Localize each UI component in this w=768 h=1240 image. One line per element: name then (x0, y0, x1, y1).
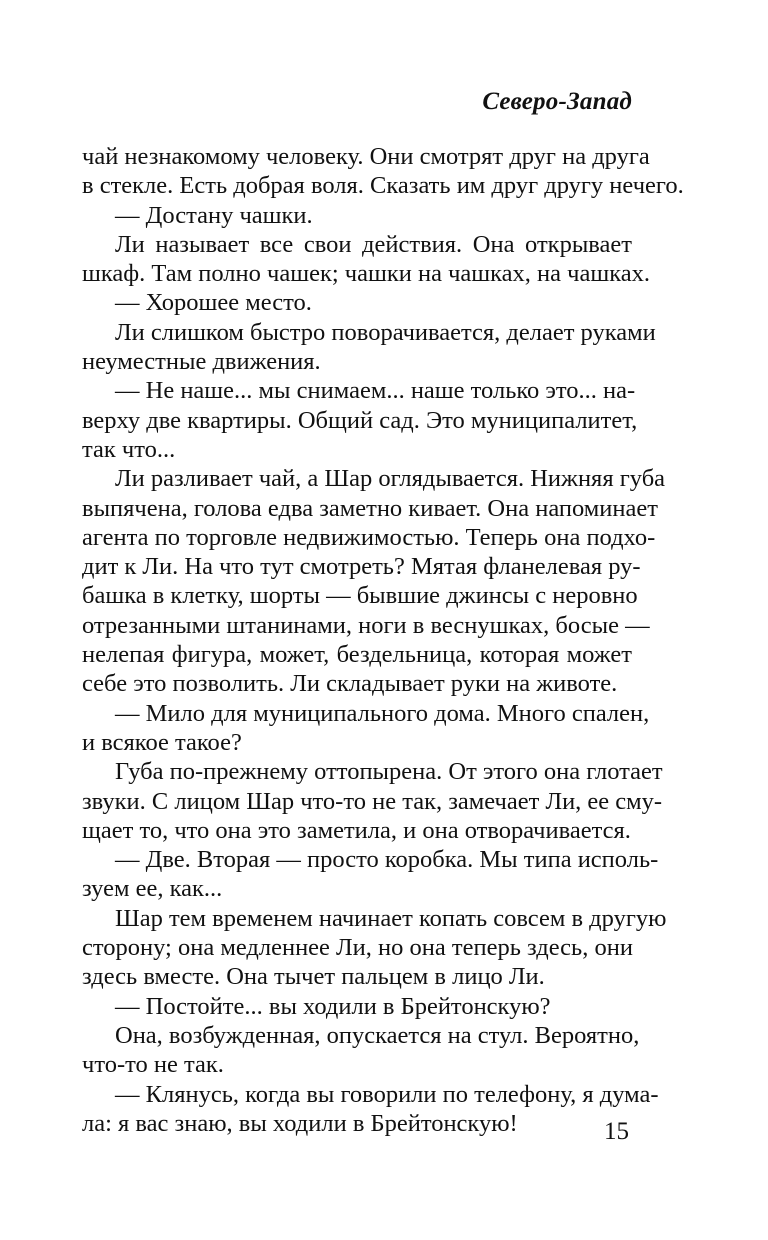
text-line: чай незнакомому человеку. Они смотрят друг на друга (82, 143, 650, 170)
text-line: дит к Ли. На что тут смотреть? Мятая фланелевая ру- (82, 553, 641, 581)
text-line: — Хорошее место. (115, 289, 312, 317)
text-line: — Не наше... мы снимаем... наше только это... на- (115, 377, 636, 405)
text-line: нелепая фигура, может, бездельница, которая может (82, 641, 632, 669)
page-number: 15 (604, 1118, 629, 1145)
text-line: и всякое такое? (82, 728, 242, 756)
text-line: себе это позволить. Ли складывает руки на животе. (82, 670, 618, 698)
text-line: Ли разливает чай, а Шар оглядывается. Нижняя губа (115, 465, 666, 493)
body-text (82, 142, 684, 1138)
running-header: Северо-Запад (482, 88, 632, 115)
text-line: что-то не так. (82, 1051, 224, 1079)
text-line: здесь вместе. Она тычет пальцем в лицо Ли. (82, 963, 545, 991)
text-line: — Мило для муниципального дома. Много спален, (115, 699, 650, 727)
text-line: Ли называет все свои действия. Она открывает (115, 230, 632, 258)
text-line: Ли слишком быстро поворачивается, делает руками (115, 318, 656, 346)
text-line: — Достану чашки. (115, 201, 313, 229)
text-line: — Постойте... вы ходили в Брейтонскую? (115, 992, 551, 1020)
text-line: — Две. Вторая — просто коробка. Мы типа исполь- (115, 846, 659, 874)
text-line: зуем ее, как... (82, 875, 223, 903)
text-line: ла: я вас знаю, вы ходили в Брейтонскую! (82, 1109, 518, 1137)
text-line: звуки. С лицом Шар что-то не так, замечает Ли, ее сму- (82, 787, 663, 815)
text-line: так что... (82, 435, 176, 463)
text-line: — Клянусь, когда вы говорили по телефону, я дума- (115, 1080, 659, 1108)
text-line: сторону; она медленнее Ли, но она теперь здесь, они (82, 934, 633, 962)
text-line: Шар тем временем начинает копать совсем в другую (115, 904, 667, 932)
text-line: выпячена, голова едва заметно кивает. Она напоминает (82, 494, 658, 522)
text-line: Она, возбужденная, опускается на стул. Вероятно, (115, 1021, 640, 1049)
text-line: агента по торговле недвижимостью. Теперь она подхо- (82, 523, 656, 551)
text-line: Губа по-прежнему оттопырена. От этого она глотает (115, 758, 663, 786)
text-line: в стекле. Есть добрая воля. Сказать им друг другу нечего. (82, 172, 684, 200)
text-line: отрезанными штанинами, ноги в веснушках, босые — (82, 611, 650, 639)
text-line: шкаф. Там полно чашек; чашки на чашках, на чашках. (82, 260, 651, 288)
text-line: щает то, что она это заметила, и она отворачивается. (82, 816, 631, 844)
text-line: башка в клетку, шорты — бывшие джинсы с неровно (82, 582, 638, 610)
text-line: неуместные движения. (82, 348, 321, 376)
text-line: верху две квартиры. Общий сад. Это муниципалитет, (82, 406, 638, 434)
